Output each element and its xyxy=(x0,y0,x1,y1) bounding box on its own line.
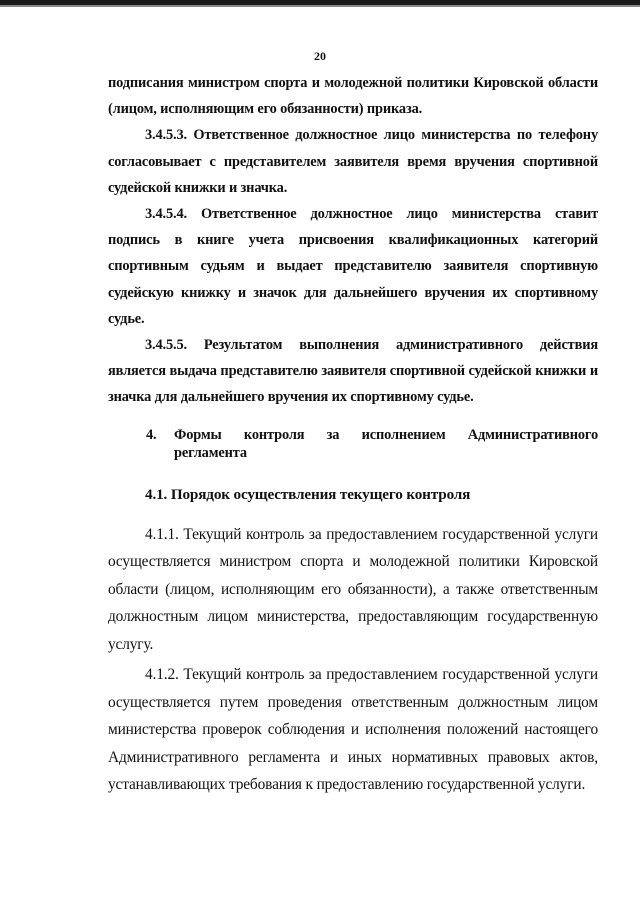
paragraph-continuation: подписания министром спорта и молодежной политики Кировской области (лицом, исполняющим его обязанности) приказа. xyxy=(108,75,598,118)
page-top-border-shadow xyxy=(0,5,640,7)
section-4-number: 4. xyxy=(146,426,157,443)
document-body xyxy=(108,70,598,799)
paragraph-3-4-5-5: 3.4.5.5. Результатом выполнения административного действия является выдача представителю заявителя спортивной судейской книжки и значка для дальнейшего вручения их спортивному судье. xyxy=(108,337,598,406)
paragraph-4-1-1: 4.1.1. Текущий контроль за предоставлением государственной услуги осуществляется министром спорта и молодежной политики Кировской области (лицом, исполняющим его обязанности), а также ответственным должностным лицом министерства, предоставляющим государственную услугу. xyxy=(108,525,598,653)
paragraph-3-4-5-4: 3.4.5.4. Ответственное должностное лицо министерства ставит подпись в книге учета присвоения квалификационных категорий спортивным судьям и выдает представителю заявителя спортивную судейскую книжку и значок для дальнейшего вручения их спортивному судье. xyxy=(108,206,598,327)
paragraph-4-1-2: 4.1.2. Текущий контроль за предоставлением государственной услуги осуществляется путем проведения ответственным должностным лицом министерства проверок соблюдения и исполнения положений настоящего Административного регламента и иных нормативных правовых актов, устанавливающих требования к предоставлению государственной услуги. xyxy=(108,666,598,794)
page-number: 20 xyxy=(314,49,326,63)
subsection-4-1-heading: 4.1. Порядок осуществления текущего контроля xyxy=(145,485,471,503)
section-4-title-line2: регламента xyxy=(174,444,247,461)
section-4-title-line1: Формы контроля за исполнением Административного xyxy=(174,426,598,443)
paragraph-3-4-5-3: 3.4.5.3. Ответственное должностное лицо министерства по телефону согласовывает с представителем заявителя время вручения спортивной судейской книжки и значка. xyxy=(108,127,598,196)
section-4-heading xyxy=(108,426,598,462)
